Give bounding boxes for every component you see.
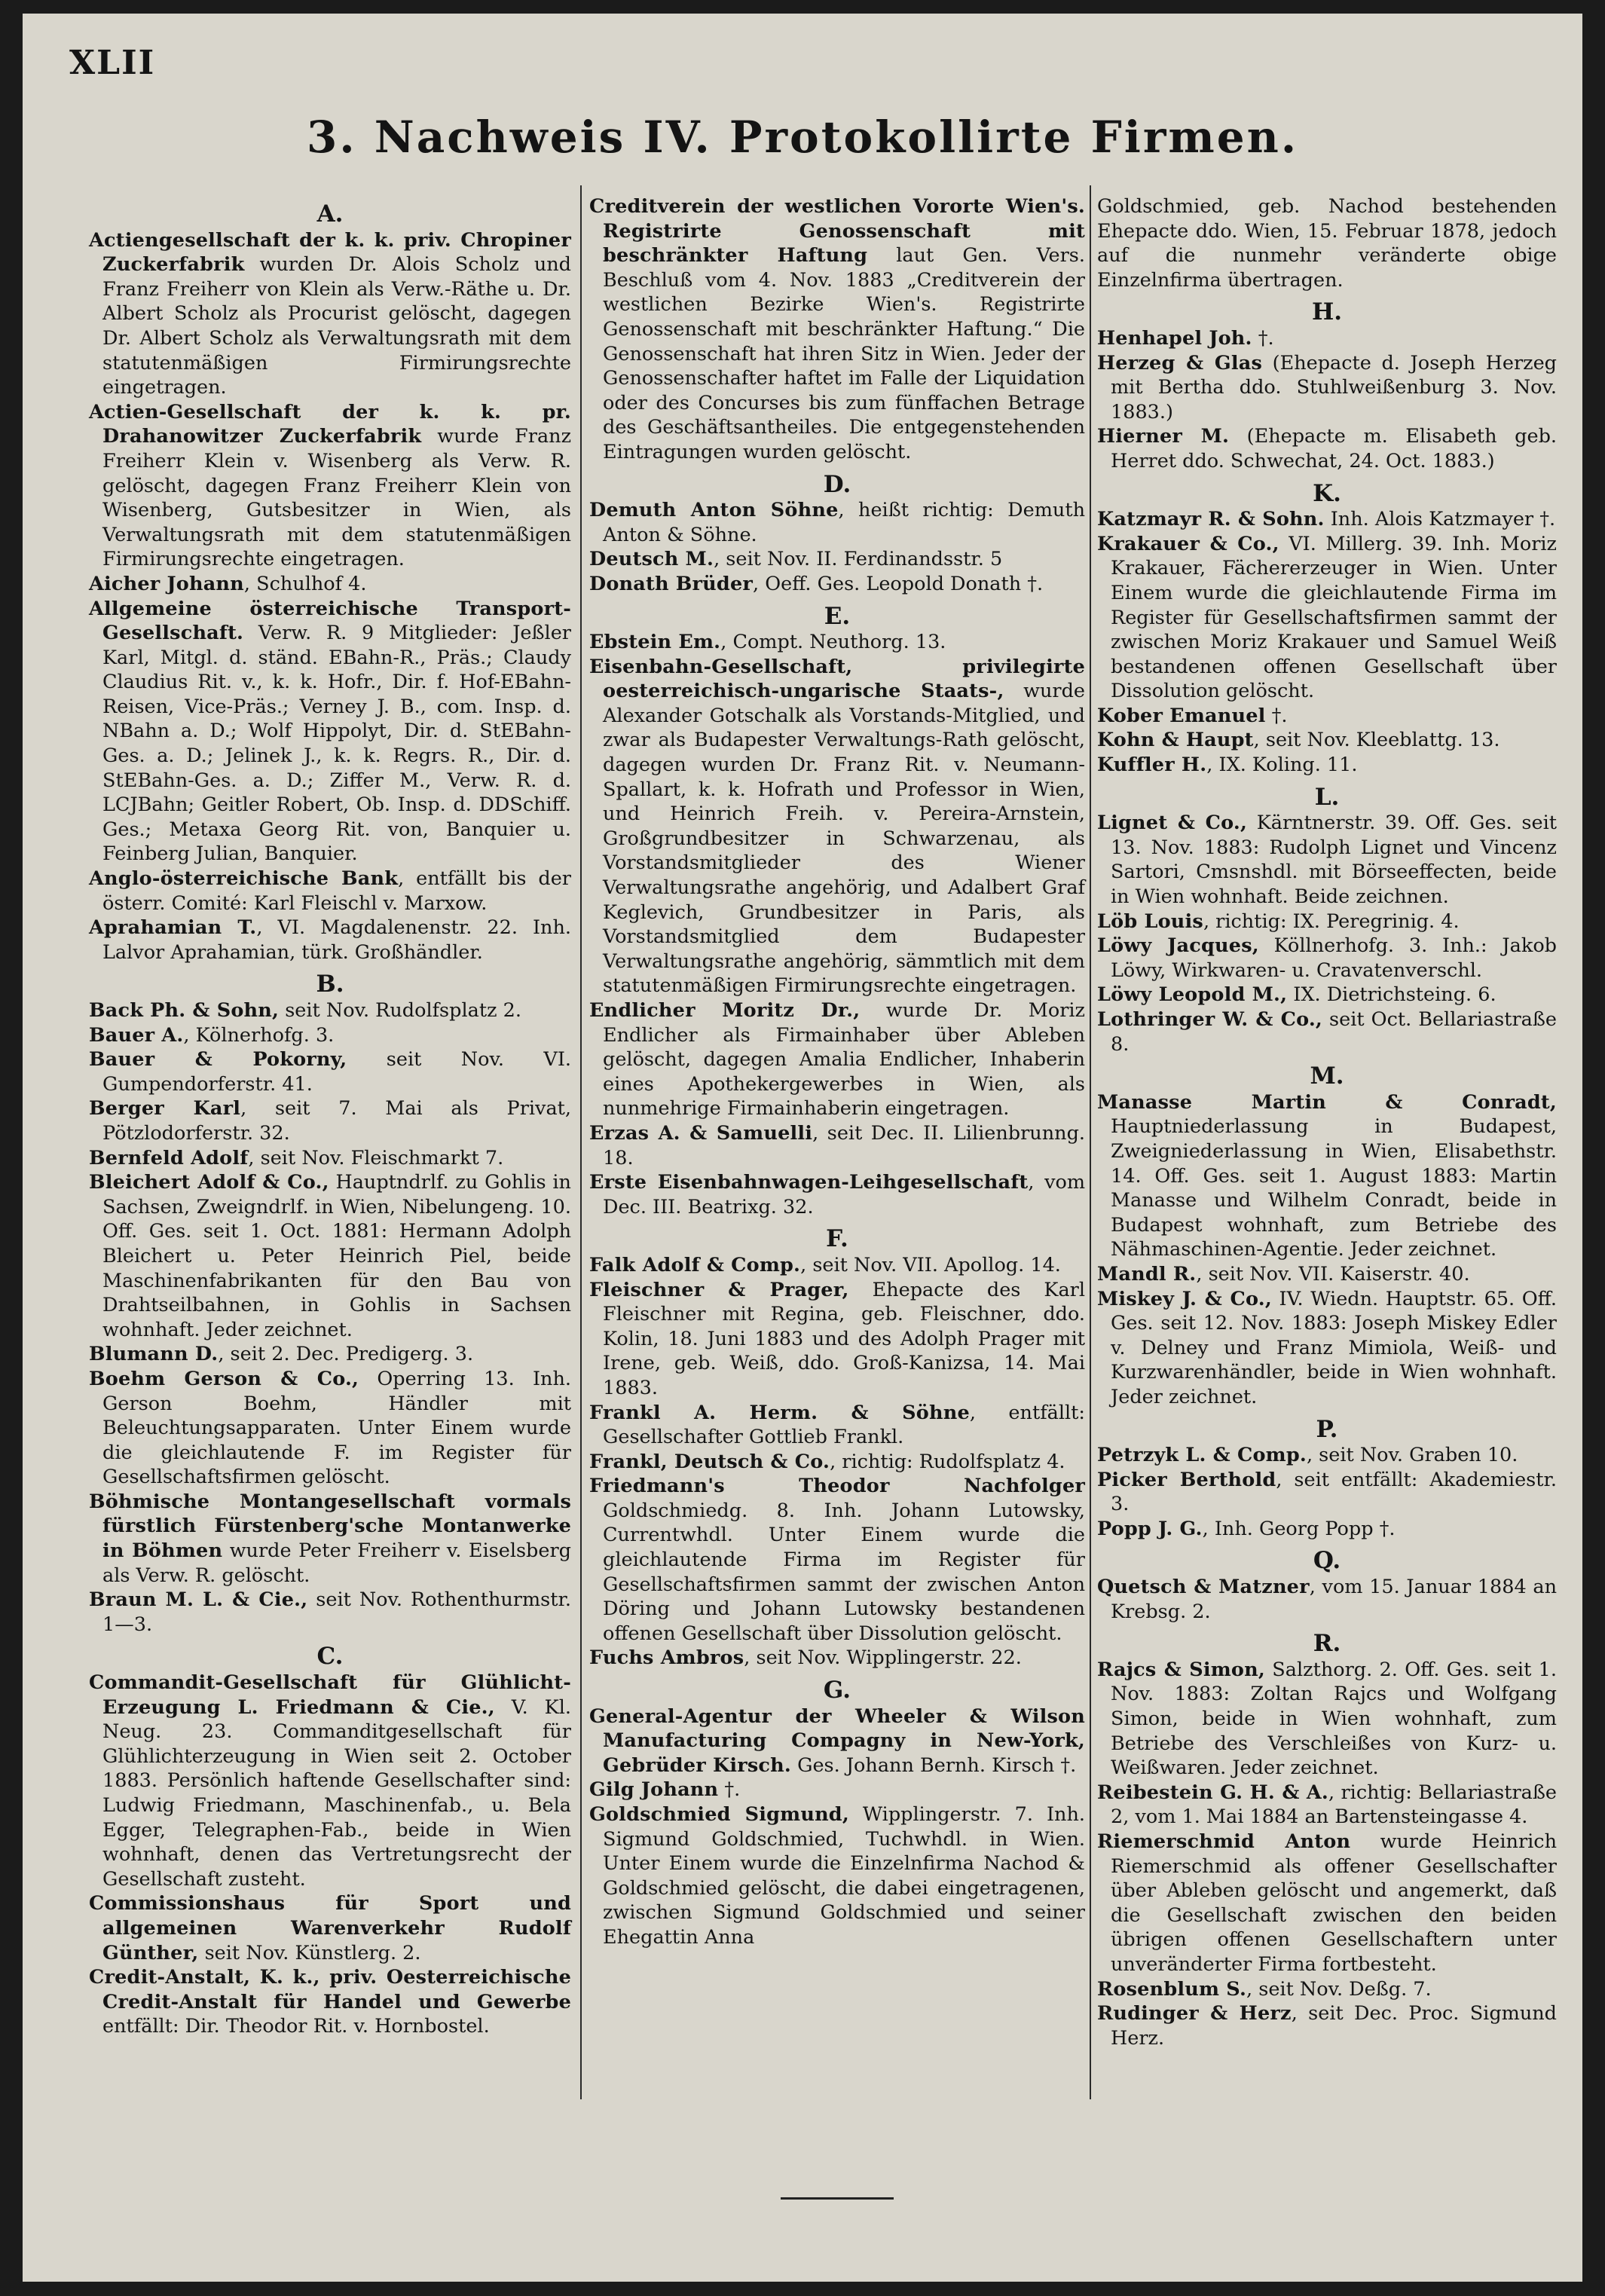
firm-entry [1097, 934, 1557, 983]
firm-name: Goldschmied Sigmund, [589, 1803, 849, 1826]
firm-name: Erzas A. & Samuelli [589, 1121, 813, 1145]
directory-page [23, 14, 1582, 2282]
section-letter: A. [316, 200, 344, 228]
firm-entry [1097, 424, 1557, 473]
firm-name: Eisenbahn-Gesellschaft, privilegirte oesterreichisch-ungarische Staats-, [589, 655, 1085, 703]
firm-name: Manasse Martin & Conradt, [1097, 1090, 1557, 1114]
firm-details: laut Gen. Vers. Beschluß vom 4. Nov. 1883 „Creditverein der westlichen Bezirke Wien's. Registrirte Genossenschaft mit beschränkter Haftung.“ Die Genossenschaft hat ihren Sitz in Wien. Jeder der Genossenschafter haftet im Falle der Liquidation oder des Concurses bis zum fünffachen Betrage des Geschäftsantheiles. Die entgegenstehenden Eintragungen wurden gelöscht. [603, 244, 1085, 463]
firm-name: Herzeg & Glas [1097, 351, 1263, 375]
firm-entry [89, 1965, 571, 2039]
page-title: 3. Nachweis IV. Protokollirte Firmen. [306, 112, 1299, 163]
firm-name: Fuchs Ambros [589, 1646, 744, 1670]
column-middle [589, 194, 1085, 1950]
firm-entry [589, 1646, 1085, 1671]
firm-details: Kärntnerstr. 39. Off. Ges. seit 13. Nov. 1883: Rudolph Lignet und Vincenz Sartori, Cmsnshdl. mit Börseeffecten, beide in Wien wohnhaft. Beide zeichnen. [1111, 812, 1557, 909]
firm-entry [1097, 1575, 1557, 1624]
firm-details: , richtig: IX. Peregrinig. 4. [1203, 910, 1460, 933]
firm-name: Berger Karl [89, 1097, 241, 1120]
firm-name: Henhapel Joh. [1097, 326, 1252, 350]
firm-details: , Inh. Georg Popp †. [1202, 1517, 1396, 1540]
firm-details: , richtig: Rudolfsplatz 4. [830, 1450, 1065, 1473]
section-letter: E. [824, 602, 851, 630]
firm-name: Credit-Anstalt, K. k., priv. Oesterreichische Credit-Anstalt für Handel und Gewerbe [89, 1966, 571, 2013]
firm-name: Popp J. G. [1097, 1517, 1203, 1540]
firm-entry [89, 1490, 571, 1588]
firm-details: , seit Nov. Wipplingerstr. 22. [744, 1646, 1022, 1670]
firm-name: Böhmische Montangesellschaft vormals fürstlich Fürstenberg'sche Montanwerke in Böhmen [89, 1490, 571, 1563]
firm-name: Back Ph. & Sohn, [89, 999, 280, 1022]
firm-details: Wipplingerstr. 7. Inh. Sigmund Goldschmied, Tuchwhdl. in Wien. Unter Einem wurde die Einzelnfirma Nachod & Goldschmied gelöscht, die dabei eingetragenen, zwischen Sigmund Goldschmied und seiner Ehegattin Anna [603, 1803, 1085, 1949]
firm-details: IX. Dietrichsteing. 6. [1287, 983, 1496, 1007]
firm-entry [1097, 1262, 1557, 1287]
firm-details: , vom 15. Januar 1884 an Krebsg. 2. [1111, 1576, 1557, 1623]
firm-name: Quetsch & Matzner [1097, 1576, 1310, 1599]
firm-name: Demuth Anton Söhne [589, 499, 839, 522]
firm-name: Braun M. L. & Cie., [89, 1588, 308, 1612]
firm-details: Goldschmiedg. 8. Inh. Johann Lutowsky, Currentwhdl. Unter Einem wurde die gleichlautende Firma im Register für Gesellschaftsfirmen sammt der zwischen Anton Döring und Johann Lutowsky bestandenen offenen Gesellschaft über Dissolution gelöscht. [603, 1499, 1085, 1645]
firm-entry [1097, 1007, 1557, 1056]
firm-entry [1097, 910, 1557, 934]
firm-details: wurde Heinrich Riemerschmid als offener Gesellschafter über Ableben gelöscht und angemerkt, daß die Gesellschaft zwischen den beiden übrigen offenen Gesellschaftern unter unveränderter Firma fortbesteht. [1111, 1830, 1557, 1976]
firm-details: , entfällt bis der österr. Comité: Karl Fleischl v. Marxow. [102, 867, 571, 915]
firm-details: †. [1265, 704, 1288, 727]
firm-entry [589, 1170, 1085, 1219]
column-divider [1090, 185, 1091, 2099]
firm-entry [589, 1802, 1085, 1950]
firm-entry [89, 1891, 571, 1965]
firm-details: †. [1252, 326, 1274, 350]
end-rule [781, 2197, 894, 2200]
firm-entry [1097, 507, 1557, 532]
firm-details: seit Nov. Rothenthurmstr. 1—3. [102, 1588, 571, 1636]
firm-name: Bleichert Adolf & Co., [89, 1171, 329, 1194]
firm-entry [589, 498, 1085, 547]
firm-name: Löwy Leopold M., [1097, 983, 1288, 1007]
firm-name: Deutsch M. [589, 548, 714, 571]
firm-entry [589, 1778, 1085, 1802]
firm-name: Anglo-österreichische Bank [89, 867, 399, 891]
firm-details: Inh. Alois Katzmayer †. [1324, 508, 1556, 531]
page-folio: XLII [69, 44, 156, 82]
firm-details: †. [718, 1778, 741, 1802]
firm-name: Lignet & Co., [1097, 812, 1248, 835]
firm-name: Löb Louis [1097, 910, 1203, 933]
firm-details: wurde Franz Freiherr Klein v. Wisenberg als Verw. R. gelöscht, dagegen Franz Freiherr Klein von Wisenberg, Gutsbesitzer in Wien, als Verwaltungsrath mit dem statutenmäßigen Firmirungsrechte eingetragen. [102, 425, 572, 571]
firm-name: Commandit-Gesellschaft für Glühlicht-Erzeugung L. Friedmann & Cie., [89, 1671, 571, 1719]
firm-entry [89, 1342, 571, 1367]
firm-name: Aicher Johann [89, 572, 244, 595]
column-right [1097, 194, 1557, 2050]
firm-entry [589, 1704, 1085, 1778]
firm-details: wurden Dr. Alois Scholz und Franz Freiherr von Klein als Verw.-Räthe u. Dr. Albert Scholz als Procurist gelöscht, dagegen Dr. Albert Scholz als Verwaltungsrath mit dem statutenmäßigen Firmirungsrechte eingetragen. [102, 253, 571, 399]
column-left [89, 194, 571, 2039]
firm-name: Kober Emanuel [1097, 704, 1266, 727]
firm-entry [1097, 532, 1557, 704]
firm-details: Köllnerhofg. 3. Inh.: Jakob Löwy, Wirkwaren- u. Cravatenverschl. [1111, 934, 1557, 982]
firm-name: Rosenblum S. [1097, 1977, 1247, 2001]
firm-details: , seit Nov. VII. Kaiserstr. 40. [1196, 1262, 1470, 1286]
firm-name: Ebstein Em. [589, 631, 721, 654]
firm-name: Frankl A. Herm. & Söhne [589, 1401, 970, 1424]
firm-entry [1097, 1517, 1557, 1542]
section-letter: R. [1313, 1630, 1341, 1658]
firm-entry [589, 1253, 1085, 1278]
firm-name: Actiengesellschaft der k. k. priv. Chropiner Zuckerfabrik [89, 228, 571, 277]
firm-name: Boehm Gerson & Co., [89, 1367, 359, 1390]
firm-entry [589, 572, 1085, 597]
firm-name: Kuffler H. [1097, 754, 1207, 777]
section-letter: K. [1313, 479, 1341, 507]
section-letter: M. [1310, 1062, 1344, 1090]
firm-details: , seit 7. Mai als Privat, Pötzlodorferstr. 32. [102, 1097, 571, 1145]
firm-entry [1097, 983, 1557, 1007]
firm-details: , Schulhof 4. [243, 572, 367, 595]
firm-entry [589, 1121, 1085, 1170]
section-letter: Q. [1313, 1547, 1341, 1575]
firm-entry [1097, 1977, 1557, 2002]
firm-entry [89, 1023, 571, 1048]
firm-name: Mandl R. [1097, 1262, 1197, 1286]
firm-details: , Kölnerhofg. 3. [183, 1023, 335, 1047]
firm-entry [89, 597, 571, 867]
section-letter: P. [1316, 1415, 1338, 1443]
firm-details: Hauptniederlassung in Budapest, Zweigniederlassung in Wien, Elisabethstr. 14. Off. Ges. seit 1. August 1883: Martin Manasse und Wilhelm Conradt, beide in Budapest wohnhaft, zum Betriebe des Nähmaschinen-Agentie. Jeder zeichnet. [1111, 1115, 1557, 1261]
section-letter: C. [316, 1643, 344, 1671]
firm-details: IV. Wiedn. Hauptstr. 65. Off. Ges. seit 12. Nov. 1883: Joseph Miskey Edler v. Delney und Franz Mimiola, Weiß- und Kurzwarenhändler, beide in Wien wohnhaft. Jeder zeichnet. [1111, 1287, 1557, 1408]
firm-entry [89, 1170, 571, 1342]
firm-entry [589, 630, 1085, 655]
firm-details: , seit Dec. Proc. Sigmund Herz. [1111, 2002, 1557, 2050]
firm-details: Salzthorg. 2. Off. Ges. seit 1. Nov. 1883: Zoltan Rajcs und Wolfgang Simon, beide in Wien wohnhaft, zum Betriebe des Verschleißes von Kurz- u. Weißwaren. Jeder zeichnet. [1111, 1658, 1558, 1780]
firm-details: Goldschmied, geb. Nachod bestehenden Ehepacte ddo. Wien, 15. Februar 1878, jedoch auf die nunmehr veränderte obige Einzelnfirma übertragen. [1097, 195, 1557, 292]
firm-details: , seit Nov. Deßg. 7. [1246, 1977, 1432, 2001]
firm-name: Miskey J. & Co., [1097, 1287, 1272, 1310]
firm-details: , seit Nov. Graben 10. [1306, 1444, 1518, 1467]
firm-details: , seit entfällt: Akademiestr. 3. [1111, 1468, 1557, 1516]
firm-entry [589, 998, 1085, 1121]
firm-details: V. Kl. Neug. 23. Commanditgesellschaft für Glühlichterzeugung in Wien seit 2. October 1883. Persönlich haftende Gesellschafter sind: Ludwig Friedmann, Maschinenfab., u. Bela Egger, Telegraphen-Fab., beide in Wien wohnhaft, denen das Vertretungsrecht der Gesellschaft zusteht. [102, 1695, 571, 1891]
firm-name: Lothringer W. & Co., [1097, 1008, 1323, 1031]
section-letter: H. [1311, 298, 1343, 326]
firm-entry [589, 1278, 1085, 1401]
firm-name: Actien-Gesellschaft der k. k. pr. Drahanowitzer Zuckerfabrik [89, 400, 571, 448]
firm-details: , entfällt: Gesellschafter Gottlieb Frankl. [603, 1401, 1085, 1449]
firm-details: , Oeff. Ges. Leopold Donath †. [753, 572, 1044, 595]
section-letter: G. [823, 1677, 851, 1704]
firm-entry [89, 1671, 571, 1891]
firm-entry [89, 228, 571, 400]
firm-details: , seit Nov. Fleischmarkt 7. [248, 1146, 504, 1169]
firm-details: , vom Dec. III. Beatrixg. 32. [603, 1171, 1086, 1218]
firm-details: wurde Alexander Gotschalk als Vorstands-Mitglied, und zwar als Budapester Verwaltungs-Rath gelöscht, dagegen wurden Dr. Franz Rit. v. Neumann-Spallart, k. k. Hofrath und Professor in Wien, und Heinrich Freih. v. Pereira-Arnstein, Großgrundbesitzer in Schwarzenau, als Vorstandsmitglieder des Wiener Verwaltungsrathe angehörig, und Adalbert Graf Keglevich, Grundbesitzer in Paris, als Vorstandsmitglied dem Budapester Verwaltungsrathe angehörig, sämmtlich mit dem statutenmäßigen Firmirungsrechte eingetragen. [603, 680, 1085, 998]
firm-name: Picker Berthold [1097, 1468, 1276, 1491]
firm-details: seit Nov. Rudolfsplatz 2. [279, 999, 521, 1022]
firm-details: seit Nov. VI. Gumpendorferstr. 41. [102, 1048, 571, 1096]
firm-entry [1097, 1781, 1557, 1830]
firm-name: Hierner M. [1097, 425, 1230, 448]
firm-entry [89, 1588, 571, 1637]
firm-name: Riemerschmid Anton [1097, 1830, 1351, 1853]
firm-details: , seit 2. Dec. Predigerg. 3. [218, 1343, 474, 1366]
firm-details: , VI. Magdalenenstr. 22. Inh. Lalvor Aprahamian, türk. Großhändler. [102, 916, 571, 964]
firm-entry [1097, 1658, 1557, 1781]
firm-entry [1097, 1090, 1557, 1262]
section-letter: D. [823, 470, 851, 498]
firm-details: Verw. R. 9 Mitglieder: Jeßler Karl, Mitgl. d. ständ. EBahn-R., Präs.; Claudy Claudius Rit. v., k. k. Hofr., Dir. f. Hof-EBahn-Reisen, Vice-Präs.; Verney J. B., com. Insp. d. NBahn a. D.; Wolf Hippolyt, Dir. d. StEBahn-Ges. a. D.; Jelinek J., k. k. Regrs. R., Dir. d. StEBahn-Ges. a. D.; Ziffer M., Verw. R. d. LCJBahn; Geitler Robert, Ob. Insp. d. DDSchiff. Ges.; Metaxa Georg Rit. von, Banquier u. Feinberg Julian, Banquier. [102, 622, 571, 866]
section-letter: F. [826, 1225, 848, 1253]
firm-name: Erste Eisenbahnwagen-Leihgesellschaft [589, 1171, 1029, 1194]
firm-name: Kohn & Haupt [1097, 729, 1254, 752]
section-letter: B. [316, 971, 344, 998]
firm-entry [589, 1450, 1085, 1475]
firm-name: Bauer A. [89, 1023, 184, 1047]
firm-entry [89, 1047, 571, 1096]
firm-name: Gilg Johann [589, 1778, 719, 1802]
firm-details: , seit Nov. Kleeblattg. 13. [1253, 729, 1500, 752]
firm-name: Aprahamian T. [89, 916, 257, 940]
firm-details: (Ehepacte d. Joseph Herzeg mit Bertha ddo. Stuhlweißenburg 3. Nov. 1883.) [1111, 351, 1557, 423]
firm-name: Endlicher Moritz Dr., [589, 999, 861, 1022]
firm-details: , IX. Koling. 11. [1206, 754, 1358, 777]
firm-entry [589, 547, 1085, 572]
firm-entry [589, 1401, 1085, 1450]
firm-entry [89, 867, 571, 916]
firm-entry [589, 1474, 1085, 1646]
firm-details: , richtig: Bellariastraße 2, vom 1. Mai 1884 an Bartensteingasse 4. [1111, 1781, 1557, 1829]
firm-name: Friedmann's Theodor Nachfolger [589, 1475, 1085, 1498]
firm-entry [89, 1096, 571, 1145]
firm-entry [89, 572, 571, 597]
firm-name: Reibestein G. H. & A. [1097, 1781, 1328, 1804]
firm-name: Commissionshaus für Sport und allgemeinen Warenverkehr Rudolf Günther, [89, 1892, 571, 1964]
firm-entry [89, 916, 571, 965]
firm-name: Creditverein der westlichen Vororte Wien's. Registrirte Genossenschaft mit beschränkter Haftung [589, 195, 1085, 268]
firm-name: Krakauer & Co., [1097, 532, 1279, 555]
firm-entry [1097, 326, 1557, 351]
firm-name: Falk Adolf & Comp. [589, 1253, 801, 1276]
firm-entry [589, 655, 1085, 998]
firm-entry [1097, 1443, 1557, 1468]
firm-details: wurde Dr. Moriz Endlicher als Firmainhaber über Ableben gelöscht, dagegen Amalia Endlicher, Inhaberin eines Apothekergewerbes in Wien, als nunmehrige Firmainhaberin eingetragen. [603, 999, 1085, 1120]
firm-name: General-Agentur der Wheeler & Wilson Manufacturing Compagny in New-York, Gebrüder Kirsch. [589, 1704, 1085, 1777]
firm-name: Petrzyk L. & Comp. [1097, 1444, 1307, 1467]
firm-entry [89, 400, 571, 572]
firm-entry [89, 998, 571, 1023]
firm-details: , seit Nov. II. Ferdinandsstr. 5 [714, 548, 1003, 571]
firm-details: Ges. Johann Bernh. Kirsch †. [790, 1753, 1077, 1777]
firm-entry [1097, 1830, 1557, 1977]
firm-name: Allgemeine österreichische Transport-Gesellschaft. [89, 597, 571, 645]
firm-name: Blumann D. [89, 1343, 219, 1366]
firm-name: Bernfeld Adolf [89, 1146, 249, 1169]
firm-details: , seit Nov. VII. Apollog. 14. [800, 1253, 1061, 1276]
firm-details: wurde Peter Freiherr v. Eiselsberg als Verw. R. gelöscht. [102, 1539, 571, 1587]
firm-entry [1097, 704, 1557, 729]
firm-name: Katzmayr R. & Sohn. [1097, 508, 1325, 531]
firm-details: (Ehepacte m. Elisabeth geb. Herret ddo. Schwechat, 24. Oct. 1883.) [1111, 425, 1558, 472]
firm-entry [89, 1367, 571, 1490]
firm-details: Operring 13. Inh. Gerson Boehm, Händler mit Beleuchtungsapparaten. Unter Einem wurde die gleichlautende F. im Register für Gesellschaftsfirmen gelöscht. [102, 1367, 571, 1489]
section-letter: L. [1314, 783, 1340, 811]
firm-entry [1097, 351, 1557, 425]
firm-details: seit Nov. Künstlerg. 2. [198, 1941, 421, 1964]
firm-name: Bauer & Pokorny, [89, 1048, 347, 1072]
firm-entry [589, 194, 1085, 465]
firm-details: Hauptndrlf. zu Gohlis in Sachsen, Zweigndrlf. in Wien, Nibelungeng. 10. Off. Ges. seit 1. Oct. 1881: Hermann Adolph Bleichert u. Peter Heinrich Piel, beide Maschinenfabrikanten für den Bau von Drahtseilbahnen, in Gohlis in Sachsen wohnhaft. Jeder zeichnet. [102, 1171, 571, 1341]
firm-name: Rajcs & Simon, [1097, 1658, 1265, 1681]
firm-name: Rudinger & Herz [1097, 2002, 1292, 2025]
firm-details: seit Oct. Bellariastraße 8. [1111, 1008, 1557, 1056]
firm-name: Frankl, Deutsch & Co. [589, 1450, 830, 1473]
firm-details: entfällt: Dir. Theodor Rit. v. Hornbostel. [102, 2015, 490, 2038]
firm-details: VI. Millerg. 39. Inh. Moriz Krakauer, Fächererzeuger in Wien. Unter Einem wurde die gleichlautende Firma im Register für Gesellschaftsfirmen sammt der zwischen Moriz Krakauer und Samuel Weiß bestandenen offenen Gesellschaft über Dissolution gelöscht. [1111, 532, 1557, 703]
firm-details: Ehepacte des Karl Fleischner mit Regina, geb. Fleischner, ddo. Kolin, 18. Juni 1883 und des Adolph Prager mit Irene, geb. Weiß, ddo. Groß-Kanizsa, 14. Mai 1883. [603, 1278, 1085, 1399]
column-divider [580, 185, 582, 2099]
firm-details: , seit Dec. II. Lilienbrunng. 18. [603, 1121, 1086, 1169]
firm-entry [1097, 1468, 1557, 1517]
firm-details: , heißt richtig: Demuth Anton & Söhne. [603, 499, 1085, 546]
firm-entry [1097, 2001, 1557, 2050]
firm-name: Fleischner & Prager, [589, 1278, 849, 1301]
firm-name: Löwy Jacques, [1097, 934, 1259, 958]
firm-entry [1097, 728, 1557, 753]
firm-entry [1097, 811, 1557, 909]
firm-details: , Compt. Neuthorg. 13. [720, 631, 946, 654]
firm-entry [1097, 1287, 1557, 1410]
firm-entry [1097, 753, 1557, 778]
firm-entry [1097, 194, 1557, 292]
firm-entry [89, 1146, 571, 1171]
firm-name: Donath Brüder [589, 572, 753, 595]
